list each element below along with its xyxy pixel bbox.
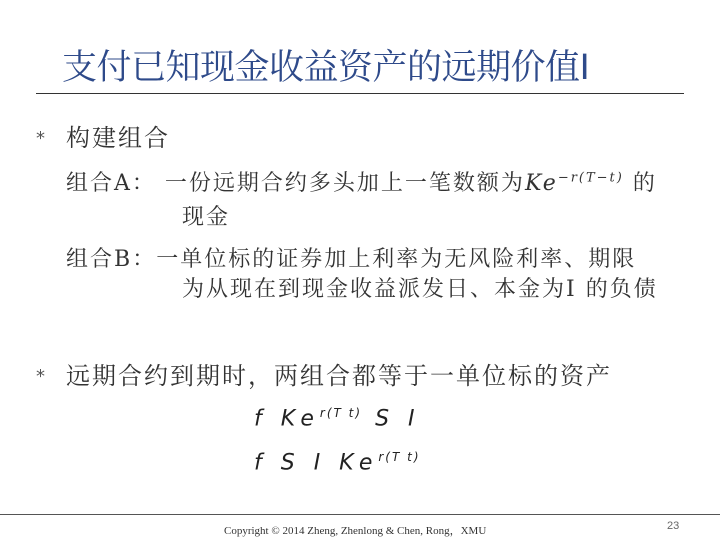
bullet-1: * <box>36 128 45 149</box>
portfolio-b-letter: B <box>114 247 133 272</box>
portfolio-b-sep: ： <box>132 247 157 272</box>
title-underline <box>36 93 684 94</box>
portfolio-a-label: 组合 <box>66 171 115 196</box>
portfolio-a-formula: $Ke^{-r(T-t)}$ <box>524 170 624 196</box>
portfolio-a-suffix: 的 <box>632 171 657 196</box>
portfolio-b-line <box>66 242 636 273</box>
portfolio-a-continuation: 现金 <box>182 205 231 230</box>
portfolio-a-line <box>66 166 657 197</box>
formula-2: f S I $Ke^{r(T t)}$ <box>254 450 421 476</box>
footer-rule <box>0 514 720 515</box>
formula-1: f $Ke^{r(T t)}$ S I <box>254 406 421 432</box>
footer-copyright: Copyright © 2014 Zheng, Zhenlong & Chen, Rong，XMU <box>224 525 487 537</box>
portfolio-b-continuation: 为从现在到现金收益派发日、本金为I 的负债 <box>182 277 658 302</box>
portfolio-a-text: 一份远期合约多头加上一笔数额为 <box>164 171 525 196</box>
portfolio-b-text: 一单位标的证券加上利率为无风险利率、期限 <box>156 247 637 272</box>
page-number: 23 <box>667 520 680 532</box>
portfolio-a-sep: ： <box>131 171 156 196</box>
portfolio-b-label: 组合 <box>66 247 115 272</box>
slide-title: 支付已知现金收益资产的远期价值I <box>62 48 590 88</box>
section1-heading: 构建组合 <box>66 124 170 152</box>
bullet-2: * <box>36 366 45 387</box>
portfolio-a-letter: A <box>114 171 132 196</box>
section2-heading: 远期合约到期时，两组合都等于一单位标的资产 <box>66 362 612 390</box>
